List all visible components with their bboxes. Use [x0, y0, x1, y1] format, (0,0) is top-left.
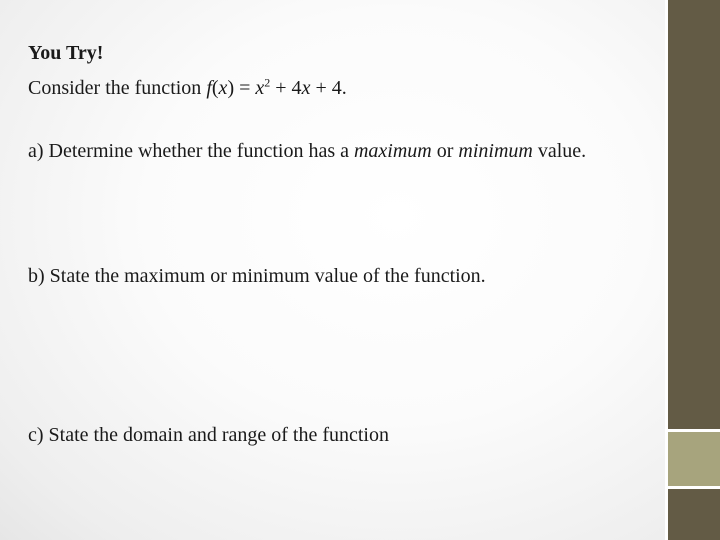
intro-prefix: Consider the function	[28, 77, 207, 99]
question-a	[28, 139, 586, 163]
slide-title: You Try!	[28, 42, 104, 64]
function-variable: x	[218, 77, 228, 99]
word-or: or	[431, 140, 459, 162]
question-a-prefix: a) Determine whether the function has a	[28, 140, 354, 162]
constant-term: + 4.	[310, 77, 347, 99]
sidebar-accent-block	[668, 432, 720, 486]
question-a-suffix: value.	[532, 140, 587, 162]
term-x-squared: x	[255, 77, 265, 99]
function-statement	[28, 76, 347, 100]
question-c: c) State the domain and range of the function	[28, 424, 389, 446]
exponent: 2	[264, 75, 271, 90]
close-paren-equals: ) =	[227, 77, 256, 99]
word-minimum: minimum	[458, 140, 533, 162]
function-name: f	[206, 77, 212, 99]
plus-four-coefficient: + 4	[270, 77, 302, 99]
term-x: x	[301, 77, 311, 99]
open-paren: (	[211, 77, 219, 99]
accent-divider-bottom	[668, 486, 720, 489]
question-b: b) State the maximum or minimum value of the function.	[28, 265, 486, 287]
word-maximum: maximum	[353, 140, 432, 162]
